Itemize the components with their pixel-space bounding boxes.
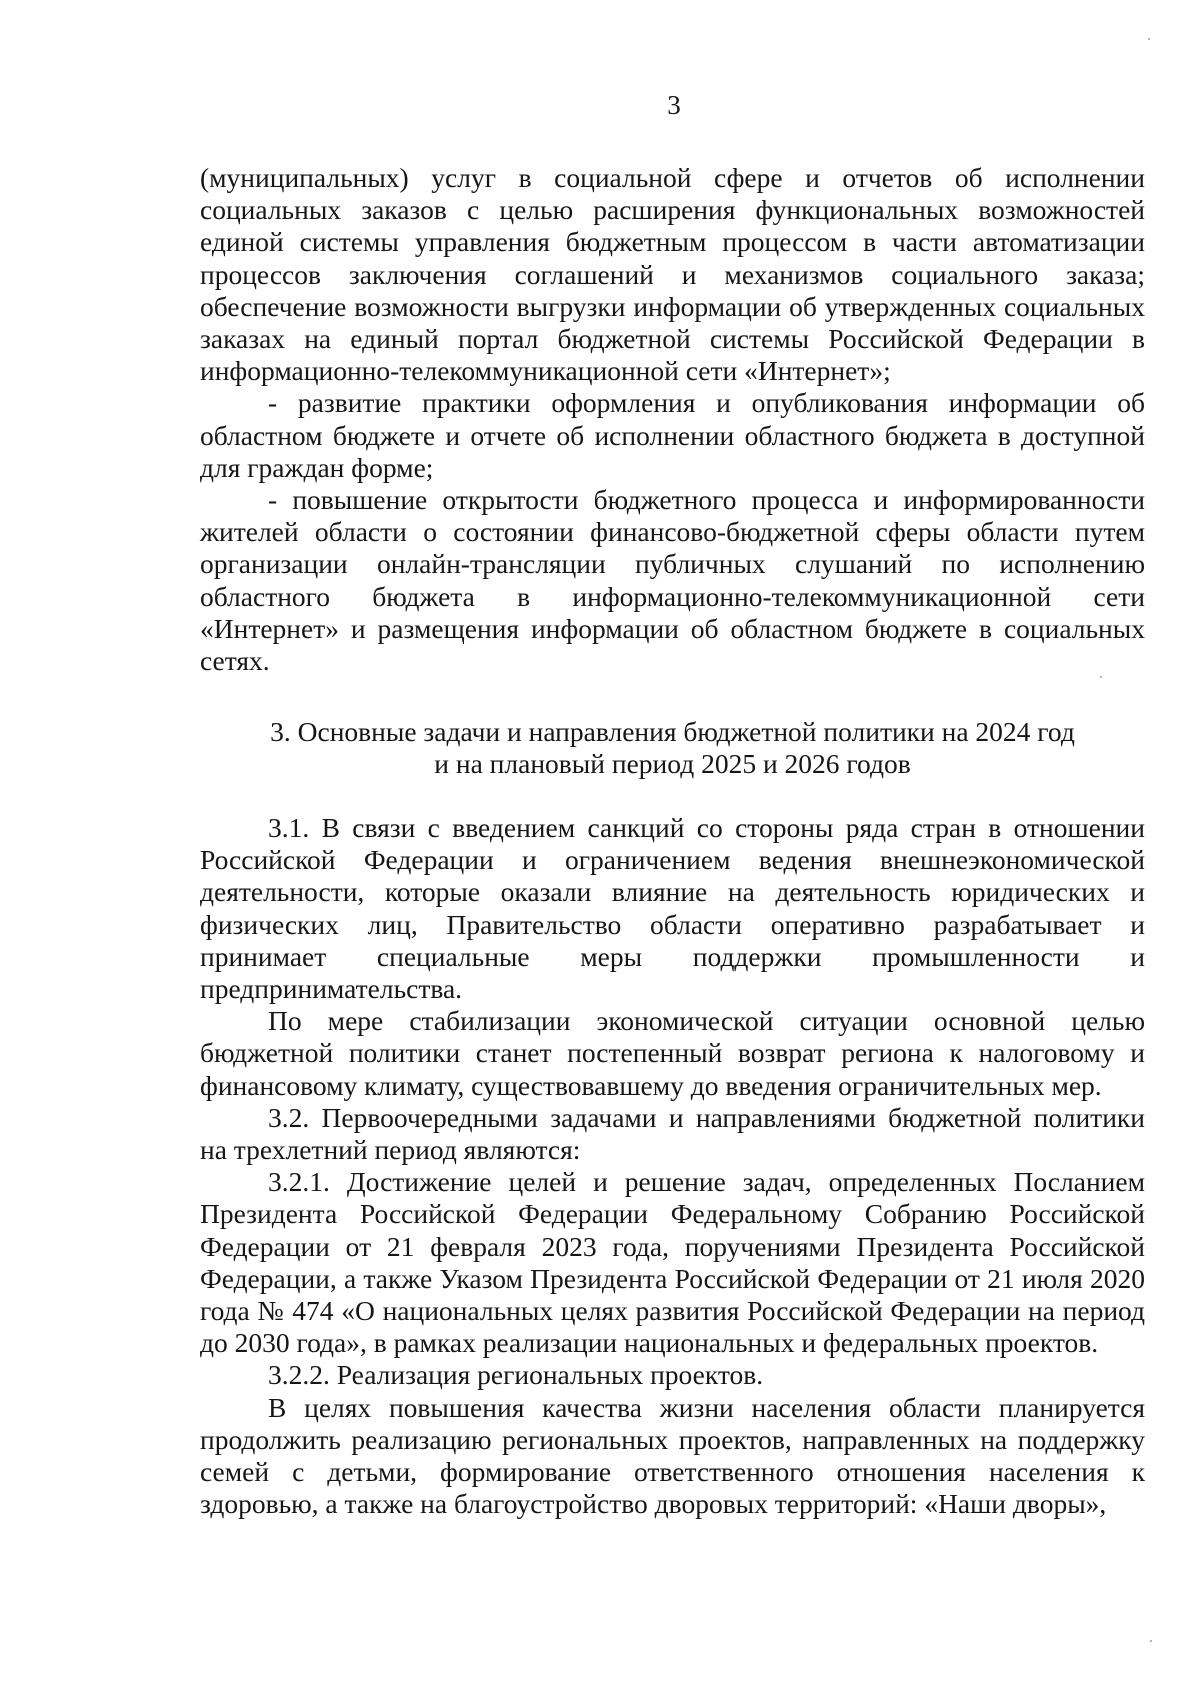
- section-heading: [200, 716, 1145, 780]
- paragraph: 3.2. Первоочередными задачами и направлениями бюджетной политики на трехлетний период являются:: [200, 1101, 1145, 1166]
- page-number: 3: [667, 90, 681, 120]
- paragraph: В целях повышения качества жизни населения области планируется продолжить реализацию региональных проектов, направленных на поддержку семей с детьми, формирование ответственного отношения населения к здоровью, а также на благоустройство дворовых территорий: «Наши дворы»,: [200, 1391, 1145, 1520]
- paragraph: 3.2.2. Реализация региональных проектов.: [268, 1359, 764, 1391]
- paragraph: 3.2.1. Достижение целей и решение задач, определенных Посланием Президента Российской Федерации Федеральному Собранию Российской Федерации от 21 февраля 2023 года, поручениями Президента Российской Федерации, а также Указом Президента Российской Федерации от 21 июля 2020 года № 474 «О национальных целях развития Российской Федерации на период до 2030 года», в рамках реализации национальных и федеральных проектов.: [200, 1166, 1145, 1359]
- scan-speck: [1150, 1640, 1152, 1642]
- paragraph: 3.1. В связи с введением санкций со стороны ряда стран в отношении Российской Федерации и ограничением ведения внешнеэкономической деятельности, которые оказали влияние на деятельность юридических и физических лиц, Правительство области оперативно разрабатывает и принимает специальные меры поддержки промышленности и предпринимательства.: [200, 812, 1145, 1005]
- section-heading-line: 3. Основные задачи и направления бюджетной политики на 2024 год: [270, 716, 1075, 747]
- scan-speck: [1100, 676, 1102, 678]
- paragraph: По мере стабилизации экономической ситуации основной целью бюджетной политики станет постепенный возврат региона к налоговому и финансовому климату, существовавшему до введения ограничительных мер.: [200, 1005, 1145, 1101]
- paragraph: - повышение открытости бюджетного процесса и информированности жителей области о состоянии финансово-бюджетной сферы области путем организации онлайн-трансляции публичных слушаний по исполнению областного бюджета в информационно-телекоммуникационной сети «Интернет» и размещения информации об областном бюджете в социальных сетях.: [200, 484, 1145, 677]
- text-block-main: [200, 812, 1145, 1520]
- section-heading-line: и на плановый период 2025 и 2026 годов: [434, 748, 911, 780]
- paragraph: - развитие практики оформления и опубликования информации об областном бюджете и отчете об исполнении областного бюджета в доступной для граждан форме;: [200, 387, 1145, 483]
- paragraph: (муниципальных) услуг в социальной сфере и отчетов об исполнении социальных заказов с целью расширения функциональных возможностей единой системы управления бюджетным процессом в части автоматизации процессов заключения соглашений и механизмов социального заказа; обеспечение возможности выгрузки информации об утвержденных социальных заказах на единый портал бюджетной системы Российской Федерации в информационно-телекоммуникационной сети «Интернет»;: [200, 162, 1145, 387]
- scan-speck: [1148, 38, 1150, 40]
- text-block-top: [200, 162, 1145, 677]
